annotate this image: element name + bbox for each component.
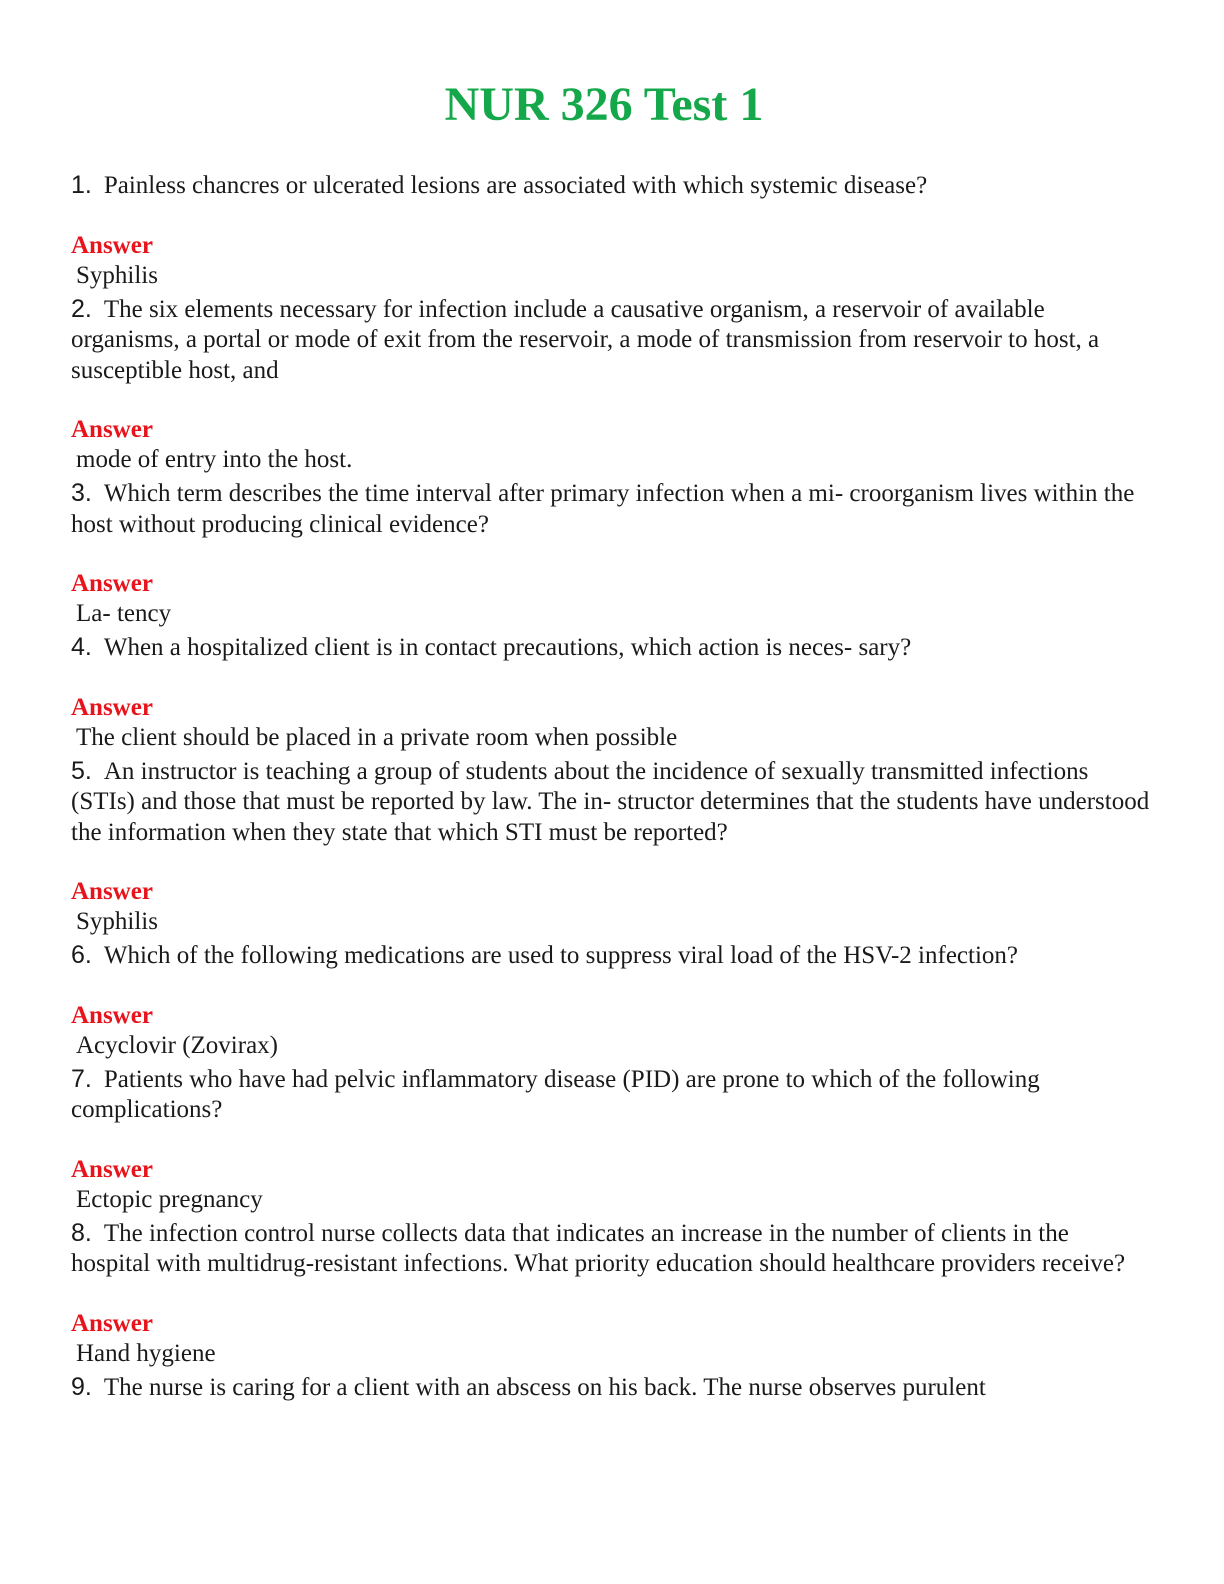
question-body: The six elements necessary for infection include a causative organism, a reservoir of available organisms, a portal or mode of exit from the reservoir, a mode of transmission from reservoir to host, a susceptible host, and (71, 295, 1100, 384)
question-text (71, 940, 1151, 972)
question-text (71, 170, 1151, 202)
question-item (71, 1372, 1151, 1404)
answer-text: Acyclovir (Zovirax) (76, 1031, 279, 1059)
answer-text: La- tency (76, 600, 172, 627)
question-number: 1. (71, 171, 92, 199)
answer-text: Ectopic pregnancy (76, 1185, 263, 1213)
answer-text: Syphilis (76, 908, 158, 935)
answer-label: Answer (71, 570, 153, 597)
question-text (71, 756, 1151, 849)
question-item (71, 294, 1151, 476)
answer-label: Answer (71, 416, 153, 443)
question-item (71, 170, 1151, 291)
question-number: 3. (71, 479, 92, 507)
question-number: 2. (71, 294, 92, 323)
question-number: 9. (71, 1372, 92, 1401)
question-body: Painless chancres or ulcerated lesions are associated with which systemic disease? (103, 172, 928, 199)
question-item (71, 1218, 1151, 1369)
question-body: The nurse is caring for a client with an abscess on his back. The nurse observes purulent (103, 1373, 986, 1401)
answer-label: Answer (71, 1001, 153, 1029)
question-body: Patients who have had pelvic inflammatory disease (PID) are prone to which of the following complications? (71, 1065, 1040, 1123)
question-text (71, 1218, 1151, 1280)
question-list (71, 170, 1151, 1403)
answer-label: Answer (71, 231, 153, 259)
question-number: 6. (71, 941, 92, 969)
question-text (71, 1372, 1151, 1404)
question-item (71, 632, 1151, 753)
answer-text: The client should be placed in a private room when possible (76, 723, 678, 751)
question-body: When a hospitalized client is in contact precautions, which action is neces- sary? (103, 634, 912, 661)
question-number: 5. (71, 756, 92, 785)
question-body: An instructor is teaching a group of students about the incidence of sexually transmitted infections (STIs) and those that must be reported by law. The in- structor determines that the students have understood the information when they state that which STI must be reported? (71, 757, 1150, 846)
document-title: NUR 326 Test 1 (444, 78, 764, 131)
question-text (71, 478, 1151, 540)
answer-label: Answer (71, 693, 153, 721)
question-item (71, 756, 1151, 938)
question-body: Which term describes the time interval after primary infection when a mi- croorganism lives within the host without producing clinical evidence? (71, 480, 1135, 538)
answer-text: mode of entry into the host. (76, 446, 353, 473)
question-text (71, 294, 1151, 387)
question-number: 7. (71, 1064, 92, 1093)
question-item (71, 478, 1151, 629)
question-item (71, 1064, 1151, 1215)
question-number: 8. (71, 1218, 92, 1247)
question-text (71, 1064, 1151, 1126)
answer-text: Hand hygiene (76, 1339, 216, 1367)
answer-text: Syphilis (76, 261, 158, 289)
answer-label: Answer (71, 1309, 153, 1337)
question-text (71, 632, 1151, 664)
question-item (71, 940, 1151, 1061)
answer-label: Answer (71, 1155, 153, 1183)
question-body: The infection control nurse collects data that indicates an increase in the number of clients in the hospital with multidrug-resistant infections. What priority education should healthcare providers receive? (71, 1219, 1126, 1277)
question-body: Which of the following medications are used to suppress viral load of the HSV-2 infection? (103, 942, 1018, 969)
question-number: 4. (71, 633, 92, 661)
answer-label: Answer (71, 878, 153, 905)
